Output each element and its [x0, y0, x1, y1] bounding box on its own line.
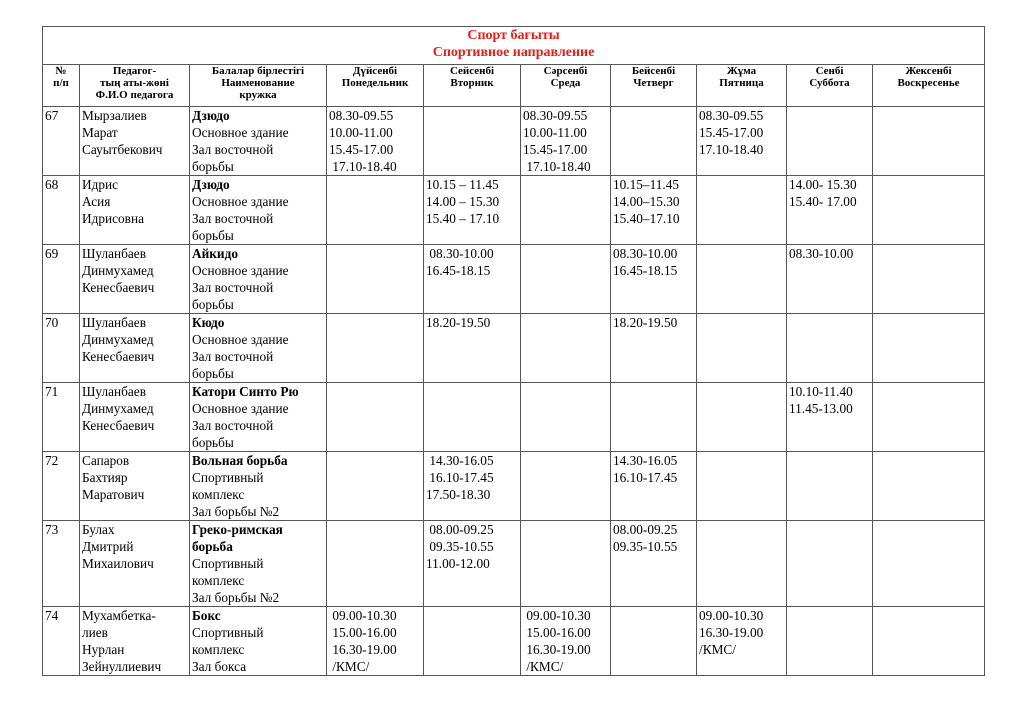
schedule-cell-sunday	[873, 314, 985, 383]
header-saturday: Сенбі Суббота	[787, 65, 873, 107]
time-slot: 16.30-19.00	[523, 642, 591, 657]
schedule-cell-saturday	[787, 521, 873, 607]
club-location-line: Основное здание	[192, 194, 289, 209]
title-kz: Спорт бағыты	[467, 28, 560, 43]
time-slot: 09.00-10.30	[699, 608, 764, 623]
schedule-cell-sunday	[873, 383, 985, 452]
header-friday: Жұма Пятница	[697, 65, 787, 107]
club-location-line: Основное здание	[192, 401, 289, 416]
schedule-cell-friday	[697, 314, 787, 383]
schedule-cell-monday	[327, 607, 424, 676]
row-number: 70	[43, 314, 80, 383]
schedule-cell-friday	[697, 607, 787, 676]
schedule-cell-sunday	[873, 521, 985, 607]
time-slot: 17.10-18.40	[329, 159, 397, 174]
club-title: Кюдо	[192, 315, 225, 330]
schedule-title	[43, 27, 985, 65]
time-slot: 15.40–17.10	[613, 211, 680, 226]
teacher-name-line: Шуланбаев	[82, 246, 146, 261]
time-slot: 15.40 – 17.10	[426, 211, 500, 226]
header-thursday: Бейсенбі Четверг	[611, 65, 697, 107]
time-slot: 16.10-17.45	[426, 470, 494, 485]
schedule-cell-wednesday	[521, 521, 611, 607]
teacher-name-line: Шуланбаев	[82, 315, 146, 330]
club-title: Вольная борьба	[192, 453, 288, 468]
time-slot: 15.45-17.00	[699, 125, 764, 140]
schedule-cell-tuesday	[424, 607, 521, 676]
teacher-name-line: Зейнуллиевич	[82, 659, 162, 674]
time-slot: 16.30-19.00	[329, 642, 397, 657]
teacher-name-line: Динмухамед	[82, 332, 154, 347]
club-location-line: борьбы	[192, 366, 234, 381]
club-location-line: Зал восточной	[192, 349, 274, 364]
club-title: борьба	[192, 539, 233, 554]
row-number: 69	[43, 245, 80, 314]
table-row	[43, 245, 985, 314]
row-number: 72	[43, 452, 80, 521]
club-name	[190, 383, 327, 452]
schedule-cell-monday	[327, 107, 424, 176]
row-number: 67	[43, 107, 80, 176]
schedule-cell-friday	[697, 521, 787, 607]
club-name	[190, 314, 327, 383]
schedule-cell-friday	[697, 107, 787, 176]
schedule-cell-wednesday	[521, 245, 611, 314]
schedule-cell-tuesday	[424, 452, 521, 521]
table-row	[43, 383, 985, 452]
teacher-name	[80, 607, 190, 676]
schedule-cell-wednesday	[521, 383, 611, 452]
time-slot: /КМС/	[699, 642, 736, 657]
time-slot: 09.35-10.55	[426, 539, 494, 554]
teacher-name	[80, 452, 190, 521]
schedule-cell-tuesday	[424, 107, 521, 176]
club-title: Дзюдо	[192, 108, 230, 123]
club-location-line: Зал борьбы №2	[192, 504, 280, 519]
club-location-line: борьбы	[192, 228, 234, 243]
schedule-cell-tuesday	[424, 521, 521, 607]
schedule-cell-thursday	[611, 245, 697, 314]
time-slot: 15.40- 17.00	[789, 194, 857, 209]
club-location-line: Спортивный	[192, 625, 264, 640]
schedule-cell-saturday	[787, 452, 873, 521]
table-row	[43, 176, 985, 245]
time-slot: 14.00–15.30	[613, 194, 680, 209]
schedule-cell-sunday	[873, 452, 985, 521]
time-slot: 14.00- 15.30	[789, 177, 857, 192]
header-sunday: Жексенбі Воскресенье	[873, 65, 985, 107]
time-slot: 08.30-09.55	[523, 108, 588, 123]
time-slot: 08.00-09.25	[426, 522, 494, 537]
schedule-cell-monday	[327, 383, 424, 452]
schedule-cell-tuesday	[424, 383, 521, 452]
time-slot: 18.20-19.50	[613, 315, 678, 330]
schedule-cell-saturday	[787, 383, 873, 452]
time-slot: 17.10-18.40	[699, 142, 764, 157]
row-number: 73	[43, 521, 80, 607]
time-slot: 14.00 – 15.30	[426, 194, 500, 209]
header-teacher: Педагог- тың аты-жөні Ф.И.О педагога	[80, 65, 190, 107]
club-location-line: Зал восточной	[192, 142, 274, 157]
time-slot: 17.50-18.30	[426, 487, 491, 502]
schedule-cell-monday	[327, 314, 424, 383]
teacher-name	[80, 245, 190, 314]
time-slot: 15.00-16.00	[329, 625, 397, 640]
teacher-name	[80, 176, 190, 245]
club-name	[190, 452, 327, 521]
schedule-cell-tuesday	[424, 314, 521, 383]
header-wednesday: Сәрсенбі Среда	[521, 65, 611, 107]
time-slot: 16.45-18.15	[613, 263, 678, 278]
time-slot: 16.10-17.45	[613, 470, 678, 485]
time-slot: 14.30-16.05	[426, 453, 494, 468]
schedule-cell-monday	[327, 245, 424, 314]
teacher-name-line: Кенесбаевич	[82, 280, 155, 295]
club-title: Бокс	[192, 608, 221, 623]
time-slot: 10.00-11.00	[523, 125, 587, 140]
schedule-cell-thursday	[611, 107, 697, 176]
schedule-cell-friday	[697, 176, 787, 245]
title-ru: Спортивное направление	[432, 45, 595, 60]
club-title: Греко-римская	[192, 522, 283, 537]
schedule-cell-friday	[697, 245, 787, 314]
teacher-name-line: Михаилович	[82, 556, 154, 571]
time-slot: 15.45-17.00	[329, 142, 394, 157]
time-slot: 14.30-16.05	[613, 453, 678, 468]
club-location-line: Зал борьбы №2	[192, 590, 280, 605]
time-slot: 10.10-11.40	[789, 384, 853, 399]
club-title: Айкидо	[192, 246, 238, 261]
row-number: 71	[43, 383, 80, 452]
schedule-cell-wednesday	[521, 176, 611, 245]
time-slot: 11.45-13.00	[789, 401, 853, 416]
club-location-line: комплекс	[192, 573, 245, 588]
teacher-name	[80, 383, 190, 452]
time-slot: 08.30-09.55	[329, 108, 394, 123]
time-slot: 16.30-19.00	[699, 625, 764, 640]
club-location-line: Спортивный	[192, 556, 264, 571]
club-name	[190, 107, 327, 176]
club-location-line: Основное здание	[192, 263, 289, 278]
schedule-cell-thursday	[611, 383, 697, 452]
club-name	[190, 521, 327, 607]
club-name	[190, 607, 327, 676]
table-row	[43, 521, 985, 607]
schedule-cell-saturday	[787, 245, 873, 314]
schedule-cell-sunday	[873, 107, 985, 176]
schedule-cell-wednesday	[521, 314, 611, 383]
club-name	[190, 176, 327, 245]
club-location-line: Основное здание	[192, 125, 289, 140]
header-row	[43, 65, 985, 107]
header-num: № п/п	[43, 65, 80, 107]
header-tuesday: Сейсенбі Вторник	[424, 65, 521, 107]
schedule-cell-tuesday	[424, 245, 521, 314]
schedule-cell-monday	[327, 521, 424, 607]
schedule-cell-thursday	[611, 452, 697, 521]
teacher-name-line: Сауытбекович	[82, 142, 163, 157]
time-slot: /КМС/	[523, 659, 564, 674]
time-slot: 08.30-09.55	[699, 108, 764, 123]
teacher-name-line: Кенесбаевич	[82, 349, 155, 364]
table-row	[43, 607, 985, 676]
time-slot: /КМС/	[329, 659, 370, 674]
time-slot: 09.35-10.55	[613, 539, 678, 554]
teacher-name-line: Дмитрий	[82, 539, 134, 554]
header-club: Балалар бірлестігі Наименование кружка	[190, 65, 327, 107]
schedule-cell-wednesday	[521, 452, 611, 521]
club-location-line: Основное здание	[192, 332, 289, 347]
teacher-name-line: Асия	[82, 194, 111, 209]
table-row	[43, 107, 985, 176]
teacher-name-line: Маратович	[82, 487, 145, 502]
club-location-line: комплекс	[192, 487, 245, 502]
teacher-name-line: Бахтияр	[82, 470, 128, 485]
teacher-name	[80, 107, 190, 176]
teacher-name-line: Динмухамед	[82, 401, 154, 416]
time-slot: 10.00-11.00	[329, 125, 393, 140]
schedule-cell-tuesday	[424, 176, 521, 245]
teacher-name-line: Динмухамед	[82, 263, 154, 278]
club-location-line: комплекс	[192, 642, 245, 657]
teacher-name-line: Булах	[82, 522, 115, 537]
time-slot: 08.30-10.00	[613, 246, 678, 261]
teacher-name-line: Кенесбаевич	[82, 418, 155, 433]
table-row	[43, 452, 985, 521]
schedule-cell-friday	[697, 452, 787, 521]
teacher-name-line: лиев	[82, 625, 108, 640]
schedule-cell-friday	[697, 383, 787, 452]
header-monday: Дүйсенбі Понедельник	[327, 65, 424, 107]
schedule-cell-monday	[327, 452, 424, 521]
club-location-line: борьбы	[192, 159, 234, 174]
time-slot: 08.30-10.00	[426, 246, 494, 261]
teacher-name-line: Идрис	[82, 177, 119, 192]
time-slot: 17.10-18.40	[523, 159, 591, 174]
time-slot: 10.15 – 11.45	[426, 177, 499, 192]
schedule-cell-thursday	[611, 176, 697, 245]
teacher-name	[80, 314, 190, 383]
club-location-line: Зал восточной	[192, 280, 274, 295]
teacher-name-line: Нурлан	[82, 642, 125, 657]
schedule-table	[42, 26, 985, 676]
teacher-name-line: Сапаров	[82, 453, 130, 468]
club-location-line: Зал бокса	[192, 659, 247, 674]
time-slot: 16.45-18.15	[426, 263, 491, 278]
time-slot: 18.20-19.50	[426, 315, 491, 330]
club-location-line: Зал восточной	[192, 418, 274, 433]
schedule-cell-wednesday	[521, 107, 611, 176]
time-slot: 10.15–11.45	[613, 177, 679, 192]
club-location-line: Зал восточной	[192, 211, 274, 226]
schedule-cell-saturday	[787, 607, 873, 676]
time-slot: 15.45-17.00	[523, 142, 588, 157]
teacher-name-line: Шуланбаев	[82, 384, 146, 399]
club-name	[190, 245, 327, 314]
schedule-cell-saturday	[787, 314, 873, 383]
schedule-cell-sunday	[873, 176, 985, 245]
time-slot: 11.00-12.00	[426, 556, 490, 571]
schedule-cell-saturday	[787, 176, 873, 245]
schedule-cell-thursday	[611, 607, 697, 676]
club-title: Дзюдо	[192, 177, 230, 192]
teacher-name-line: Мухамбетка-	[82, 608, 156, 623]
schedule-cell-thursday	[611, 314, 697, 383]
time-slot: 09.00-10.30	[523, 608, 591, 623]
time-slot: 09.00-10.30	[329, 608, 397, 623]
club-location-line: борьбы	[192, 435, 234, 450]
schedule-cell-sunday	[873, 607, 985, 676]
time-slot: 08.00-09.25	[613, 522, 678, 537]
time-slot: 15.00-16.00	[523, 625, 591, 640]
row-number: 74	[43, 607, 80, 676]
table-row	[43, 314, 985, 383]
schedule-cell-saturday	[787, 107, 873, 176]
teacher-name	[80, 521, 190, 607]
schedule-cell-wednesday	[521, 607, 611, 676]
teacher-name-line: Марат	[82, 125, 118, 140]
schedule-cell-thursday	[611, 521, 697, 607]
club-location-line: Спортивный	[192, 470, 264, 485]
club-title: Катори Синто Рю	[192, 384, 299, 399]
schedule-cell-sunday	[873, 245, 985, 314]
club-location-line: борьбы	[192, 297, 234, 312]
schedule-cell-monday	[327, 176, 424, 245]
teacher-name-line: Идрисовна	[82, 211, 144, 226]
teacher-name-line: Мырзалиев	[82, 108, 147, 123]
time-slot: 08.30-10.00	[789, 246, 854, 261]
row-number: 68	[43, 176, 80, 245]
